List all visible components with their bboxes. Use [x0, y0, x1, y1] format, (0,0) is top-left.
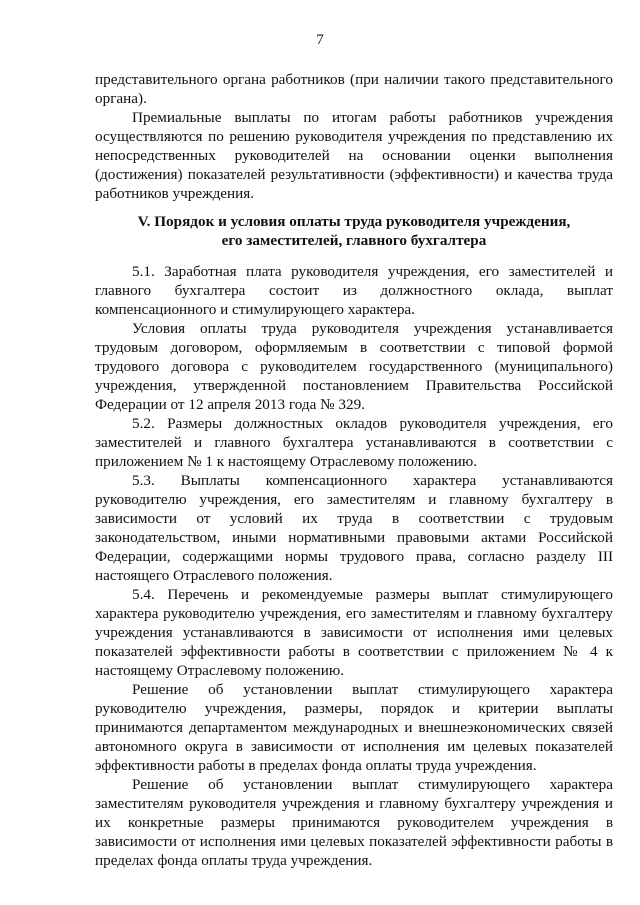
section-v-body [95, 262, 613, 870]
section-heading-line-2: его заместителей, главного бухгалтера [221, 232, 487, 249]
page-number: 7 [316, 32, 324, 48]
section-heading-line-1: V. Порядок и условия оплаты труда руководителя учреждения, [137, 213, 571, 230]
paragraph-5-4: 5.4. Перечень и рекомендуемые размеры выплат стимулирующего характера руководителю учреждения, его заместителям и главному бухгалтеру учреждения устанавливаются в зависимости от исполнения ими целевых показателей эффективности работы в соответствии с приложением № 4 к настоящему Отраслевому положению. [95, 586, 613, 679]
paragraph-decision-director: Решение об установлении выплат стимулирующего характера руководителю учреждения, размеры, порядок и критерии выплаты принимаются департаментом международных и внешнеэкономических связей автономного округа в зависимости от исполнения им целевых показателей эффективности работы в пределах фонда оплаты труда учреждения. [95, 681, 613, 774]
intro-text-block [95, 70, 613, 203]
paragraph-5-2: 5.2. Размеры должностных окладов руководителя учреждения, его заместителей и главного бухгалтера устанавливаются в соответствии с приложением № 1 к настоящему Отраслевому положению. [95, 415, 613, 470]
paragraph-5-3: 5.3. Выплаты компенсационного характера устанавливаются руководителю учреждения, его заместителям и главному бухгалтеру в зависимости от условий их труда в соответствии с трудовым законодательством, иными нормативными правовыми актами Российской Федерации, содержащими нормы трудового права, согласно разделу III настоящего Отраслевого положения. [95, 472, 613, 584]
bonus-payments-paragraph: Премиальные выплаты по итогам работы работников учреждения осуществляются по решению руководителя учреждения по представлению их непосредственных руководителей на основании оценки выполнения (достижения) показателей результативности (эффективности) и качества труда работников учреждения. [95, 109, 613, 202]
paragraph-5-1: 5.1. Заработная плата руководителя учреждения, его заместителей и главного бухгалтера состоит из должностного оклада, выплат компенсационного и стимулирующего характера. [95, 263, 613, 318]
section-v-heading [95, 212, 613, 250]
paragraph-decision-deputies: Решение об установлении выплат стимулирующего характера заместителям руководителя учреждения и главному бухгалтеру учреждения и их конкретные размеры принимаются руководителем учреждения в зависимости от исполнения ими целевых показателей эффективности работы в пределах фонда оплаты труда учреждения. [95, 776, 613, 869]
continuation-paragraph: представительного органа работников (при наличии такого представительного органа). [95, 71, 613, 107]
paragraph-5-1-conditions: Условия оплаты труда руководителя учреждения устанавливается трудовым договором, оформляемым в соответствии с типовой формой трудового договора с руководителем государственного (муниципального) учреждения, утвержденной постановлением Правительства Российской Федерации от 12 апреля 2013 года № 329. [95, 320, 613, 413]
